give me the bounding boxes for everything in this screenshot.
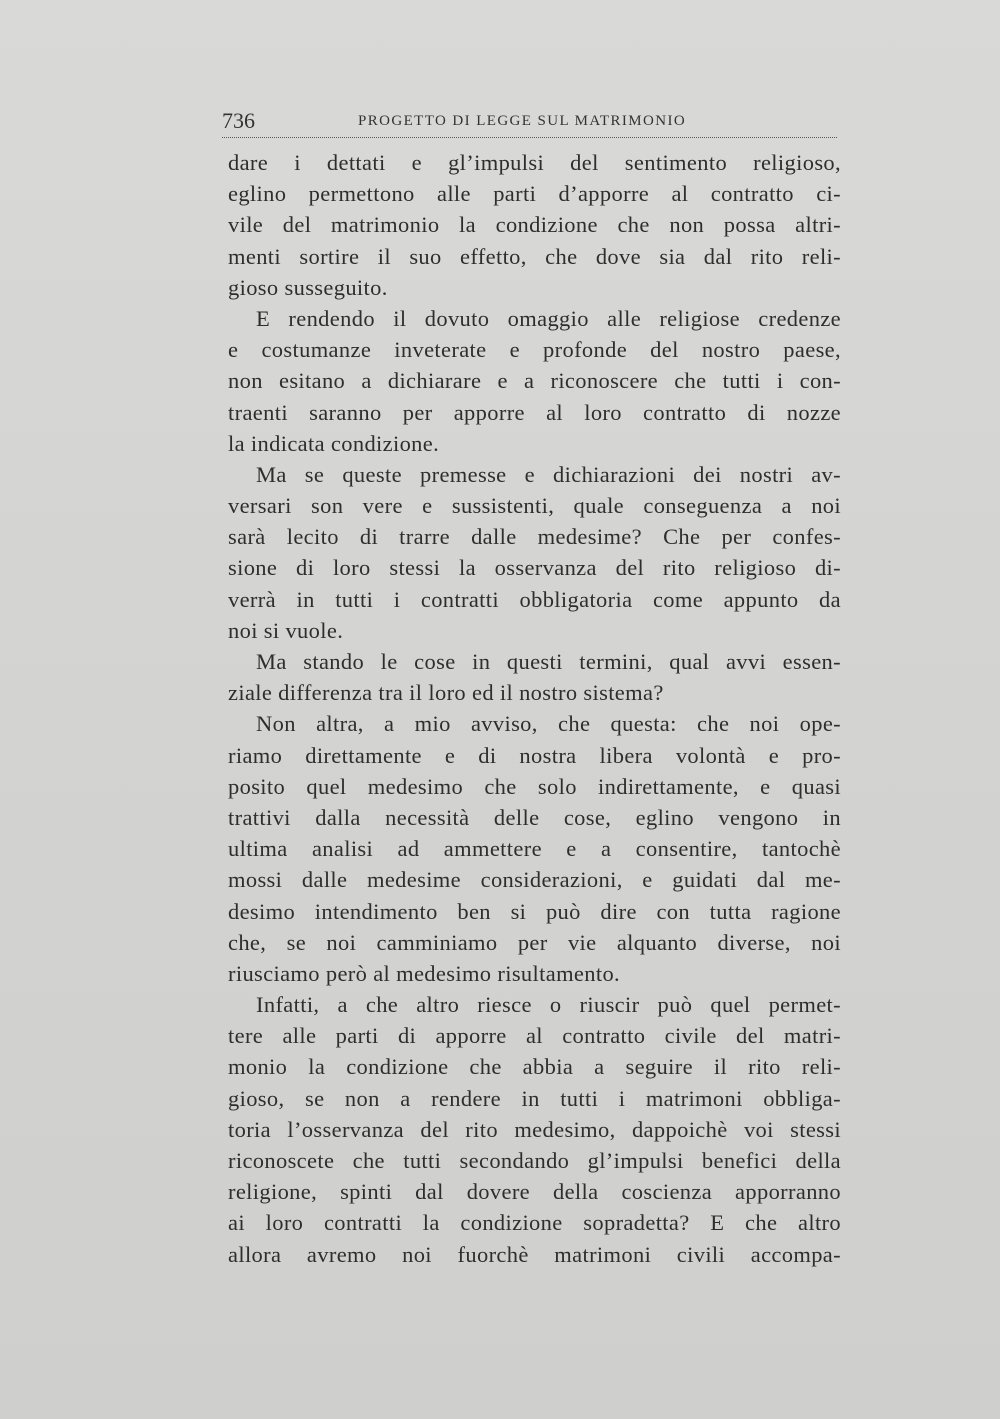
body-text: [228, 147, 841, 1270]
page-header: [222, 108, 837, 134]
text-line: versari son vere e sussistenti, quale conseguenza a noi: [228, 493, 841, 519]
text-line: Ma se queste premesse e dichiarazioni dei nostri av-: [256, 461, 841, 487]
text-line: ultima analisi ad ammettere e a consentire, tantochè: [228, 836, 841, 862]
text-line: vile del matrimonio la condizione che non possa altri-: [228, 212, 841, 238]
text-line: verrà in tutti i contratti obbligatoria come appunto da: [228, 586, 841, 612]
text-line: menti sortire il suo effetto, che dove sia dal rito reli-: [228, 243, 841, 269]
text-line: riusciamo però al medesimo risultamento.: [228, 960, 621, 986]
text-line: desimo intendimento ben si può dire con tutta ragione: [228, 898, 841, 924]
text-line: riconoscete che tutti secondando gl’impulsi benefici della: [228, 1148, 841, 1173]
text-line: tere alle parti di apporre al contratto civile del matri-: [228, 1023, 841, 1049]
text-line: la indicata condizione.: [228, 430, 440, 456]
text-line: noi si vuole.: [228, 617, 344, 643]
text-line: riamo direttamente e di nostra libera volontà e pro-: [228, 742, 841, 768]
text-line: e costumanze inveterate e profonde del nostro paese,: [228, 337, 841, 363]
text-line: traenti saranno per apporre al loro contratto di nozze: [228, 399, 841, 425]
text-line: ai loro contratti la condizione sopradetta? E che altro: [228, 1210, 841, 1236]
text-line: allora avremo noi fuorchè matrimoni civili accompa-: [228, 1241, 841, 1267]
text-line: E rendendo il dovuto omaggio alle religiose credenze: [256, 305, 841, 331]
text-line: che, se noi camminiamo per vie alquanto diverse, noi: [228, 929, 841, 955]
running-title: PROGETTO DI LEGGE SUL MATRIMONIO: [358, 113, 687, 129]
text-line: religione, spinti dal dovere della coscienza apporranno: [228, 1179, 841, 1205]
text-line: Non altra, a mio avviso, che questa: che noi ope-: [256, 711, 841, 737]
text-line: eglino permettono alle parti d’apporre al contratto ci-: [228, 181, 841, 207]
text-line: non esitano a dichiarare e a riconoscere che tutti i con-: [228, 368, 841, 394]
text-line: toria l’osservanza del rito medesimo, dappoichè voi stessi: [228, 1116, 841, 1142]
text-line: gioso, se non a rendere in tutti i matrimoni obbliga-: [228, 1085, 841, 1111]
text-line: Ma stando le cose in questi termini, qual avvi essen-: [256, 649, 841, 674]
text-line: mossi dalle medesime considerazioni, e guidati dal me-: [228, 867, 841, 893]
text-line: sione di loro stessi la osservanza del rito religioso di-: [228, 555, 841, 581]
text-line: posito quel medesimo che solo indirettamente, e quasi: [228, 773, 841, 799]
text-line: ziale differenza tra il loro ed il nostro sistema?: [228, 680, 664, 706]
text-line: sarà lecito di trarre dalle medesime? Che per confes-: [228, 524, 841, 550]
text-line: gioso susseguito.: [228, 274, 388, 300]
header-dotted-rule: [222, 137, 837, 138]
text-line: Infatti, a che altro riesce o riuscir può quel permet-: [256, 992, 841, 1018]
page-number: 736: [222, 108, 255, 133]
text-line: monio la condizione che abbia a seguire il rito reli-: [228, 1054, 841, 1080]
text-line: dare i dettati e gl’impulsi del sentimento religioso,: [228, 150, 841, 175]
text-line: trattivi dalla necessità delle cose, eglino vengono in: [228, 804, 841, 830]
